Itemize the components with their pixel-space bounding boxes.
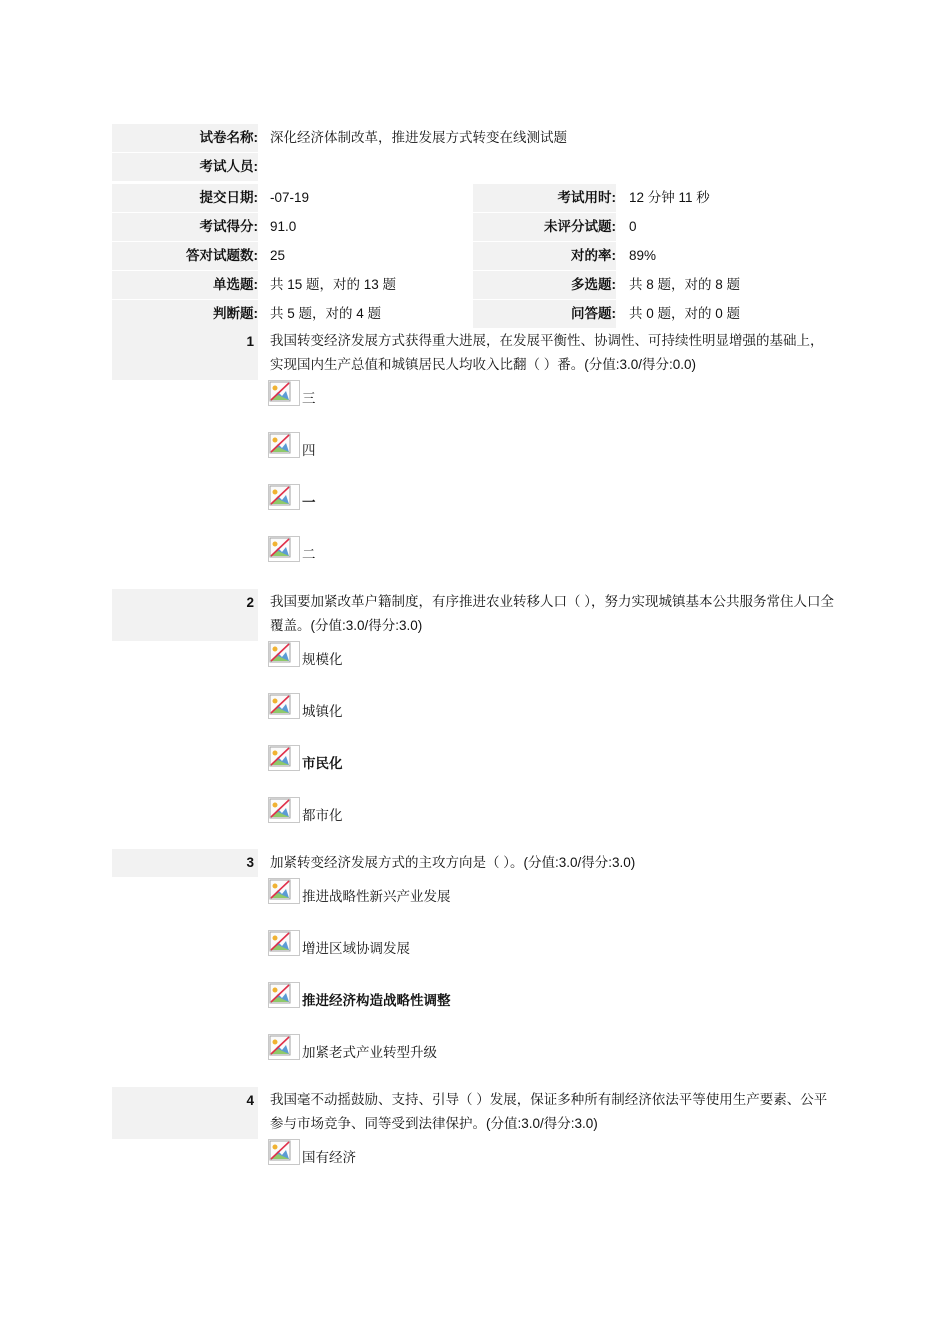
multi-choice-value: 共 8 题，对的 8 题	[629, 277, 741, 292]
submit-date-label: 提交日期:	[112, 184, 258, 212]
question-number: 2	[112, 589, 258, 641]
option-label: 推进战略性新兴产业发展	[302, 889, 451, 904]
broken-image-icon	[268, 432, 300, 458]
judge-row	[112, 300, 832, 328]
time-used-value: 12 分钟 11 秒	[629, 190, 710, 205]
broken-image-icon	[268, 641, 300, 667]
question-text: 加紧转变经济发展方式的主攻方向是（ ）。(分值:3.0/得分:3.0)	[270, 855, 636, 870]
broken-image-icon	[268, 380, 300, 406]
exam-name-value: 深化经济体制改革，推进发展方式转变在线测试题	[270, 130, 567, 145]
question-text: 我国要加紧改革户籍制度，有序推进农业转移人口（ ），努力实现城镇基本公共服务常住人口全覆盖。(分值:3.0/得分:3.0)	[270, 594, 834, 633]
submit-date-row	[112, 184, 832, 212]
ungraded-label: 未评分试题:	[473, 213, 616, 241]
option-label: 二	[302, 547, 316, 562]
qa-label: 问答题:	[473, 300, 616, 328]
score-label: 考试得分:	[112, 213, 258, 241]
examinee-row	[112, 153, 832, 181]
broken-image-icon	[268, 878, 300, 904]
option-label: 一	[302, 495, 316, 510]
examinee-label: 考试人员:	[112, 153, 258, 181]
broken-image-icon	[268, 797, 300, 823]
option-label: 城镇化	[302, 704, 343, 719]
ungraded-value: 0	[629, 219, 637, 234]
correct-count-value: 25	[270, 248, 286, 263]
single-choice-row	[112, 271, 832, 299]
option-label: 三	[302, 391, 316, 406]
question-text: 我国毫不动摇鼓励、支持、引导（ ）发展，保证多种所有制经济依法平等使用生产要素、公平参与市场竞争、同等受到法律保护。(分值:3.0/得分:3.0)	[270, 1092, 828, 1131]
single-choice-label: 单选题:	[112, 271, 258, 299]
exam-name-row	[112, 124, 832, 152]
broken-image-icon	[268, 484, 300, 510]
option-label: 加紧老式产业转型升级	[302, 1045, 437, 1060]
option-label: 推进经济构造战略性调整	[302, 993, 451, 1008]
option-label: 规模化	[302, 652, 343, 667]
broken-image-icon	[268, 930, 300, 956]
broken-image-icon	[268, 693, 300, 719]
exam-name-label: 试卷名称:	[112, 124, 258, 152]
question-number: 1	[112, 328, 258, 380]
submit-date-value: -07-19	[270, 190, 310, 205]
option-label: 都市化	[302, 808, 343, 823]
single-choice-value: 共 15 题，对的 13 题	[270, 277, 397, 292]
option-label: 四	[302, 443, 316, 458]
broken-image-icon	[268, 1139, 300, 1165]
qa-value: 共 0 题，对的 0 题	[629, 306, 741, 321]
option-label: 增进区域协调发展	[302, 941, 410, 956]
time-used-label: 考试用时:	[473, 184, 616, 212]
question-number: 3	[112, 849, 258, 877]
option-label: 国有经济	[302, 1150, 356, 1165]
correct-count-row	[112, 242, 832, 270]
judge-label: 判断题:	[112, 300, 258, 328]
multi-choice-label: 多选题:	[473, 271, 616, 299]
option-label: 市民化	[302, 756, 343, 771]
accuracy-value: 89%	[629, 248, 657, 263]
score-row	[112, 213, 832, 241]
broken-image-icon	[268, 536, 300, 562]
broken-image-icon	[268, 745, 300, 771]
accuracy-label: 对的率:	[473, 242, 616, 270]
question-text: 我国转变经济发展方式获得重大进展，在发展平衡性、协调性、可持续性明显增强的基础上，实现国内生产总值和城镇居民人均收入比翻（ ）番。(分值:3.0/得分:0.0)	[270, 333, 824, 372]
broken-image-icon	[268, 982, 300, 1008]
correct-count-label: 答对试题数:	[112, 242, 258, 270]
judge-value: 共 5 题，对的 4 题	[270, 306, 382, 321]
broken-image-icon	[268, 1034, 300, 1060]
question-number: 4	[112, 1087, 258, 1139]
score-value: 91.0	[270, 219, 297, 234]
